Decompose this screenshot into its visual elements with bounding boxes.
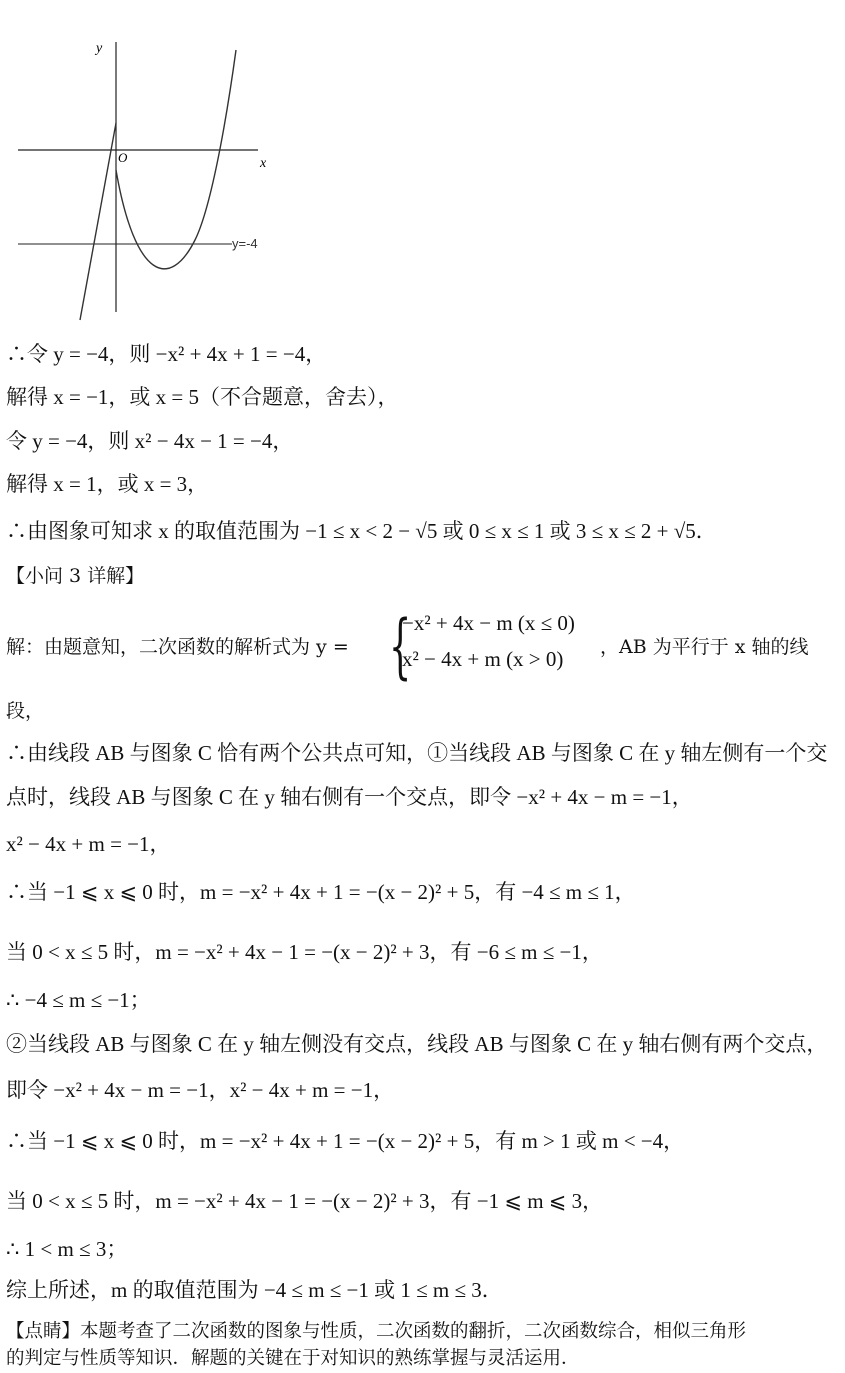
text-line: 段， [6,700,45,722]
text-line: 当 0 < x ≤ 5 时，m = −x² + 4x − 1 = −(x − 2)² + 3，有 −6 ≤ m ≤ −1， [6,940,603,964]
text-line: 点时，线段 AB 与图象 C 在 y 轴右侧有一个交点，即令 −x² + 4x − m = −1， [6,785,693,809]
text-line: 即令 −x² + 4x − m = −1，x² − 4x + m = −1， [6,1078,395,1102]
function-graph [10,30,280,325]
right-branch-curve [116,50,236,269]
text-line: x² − 4x + m = −1， [6,832,171,856]
piecewise-suffix: ，AB 为平行于 x 轴的线 [600,636,809,658]
text-line: 解得 x = −1，或 x = 5（不合题意，舍去）， [6,385,399,409]
piecewise-case-2: x² − 4x + m (x > 0) [402,647,564,671]
text-line: ∴当 −1 ⩽ x ⩽ 0 时，m = −x² + 4x + 1 = −(x − 2)² + 5，有 m > 1 或 m < −4， [6,1129,685,1153]
text-line: ∴ 1 < m ≤ 3； [6,1237,128,1261]
piecewise-prefix: 解：由题意知，二次函数的解析式为 y = [6,636,349,658]
brace-symbol: { [389,605,412,687]
text-line: ∴由线段 AB 与图象 C 恰有两个公共点可知，①当线段 AB 与图象 C 在 y 轴左侧有一个交 [6,741,828,765]
text-line: 解得 x = 1，或 x = 3， [6,472,209,496]
piecewise-block [6,605,841,685]
text-line: 综上所述，m 的取值范围为 −4 ≤ m ≤ −1 或 1 ≤ m ≤ 3． [6,1278,503,1302]
text-line: 令 y = −4，则 x² − 4x − 1 = −4， [6,429,294,453]
text-line: ②当线段 AB 与图象 C 在 y 轴左侧没有交点，线段 AB 与图象 C 在 y 轴右侧有两个交点， [6,1032,828,1056]
section-heading: 【小问 3 详解】 [6,565,145,587]
piecewise-case-1: −x² + 4x − m (x ≤ 0) [402,611,575,635]
text-line: ∴当 −1 ⩽ x ⩽ 0 时，m = −x² + 4x + 1 = −(x − 2)² + 5，有 −4 ≤ m ≤ 1， [6,880,636,904]
left-branch-curve [80,123,116,320]
text-line: ∴ −4 ≤ m ≤ −1； [6,988,151,1012]
text-line: ∴令 y = −4，则 −x² + 4x + 1 = −4， [6,342,327,366]
axis-y-label: y [96,41,103,56]
text-line: 当 0 < x ≤ 5 时，m = −x² + 4x − 1 = −(x − 2)² + 3，有 −1 ⩽ m ⩽ 3， [6,1189,604,1213]
origin-label: O [118,150,128,165]
axis-x-label: x [260,156,267,171]
text-line: ∴由图象可知求 x 的取值范围为 −1 ≤ x < 2 − √5 或 0 ≤ x ≤ 1 或 3 ≤ x ≤ 2 + √5． [6,519,717,543]
line-label: y=-4 [232,236,258,251]
text-line: 【点睛】本题考查了二次函数的图象与性质，二次函数的翻折，二次函数综合，相似三角形 [6,1321,747,1342]
text-line: 的判定与性质等知识．解题的关键在于对知识的熟练掌握与灵活运用． [6,1348,580,1369]
